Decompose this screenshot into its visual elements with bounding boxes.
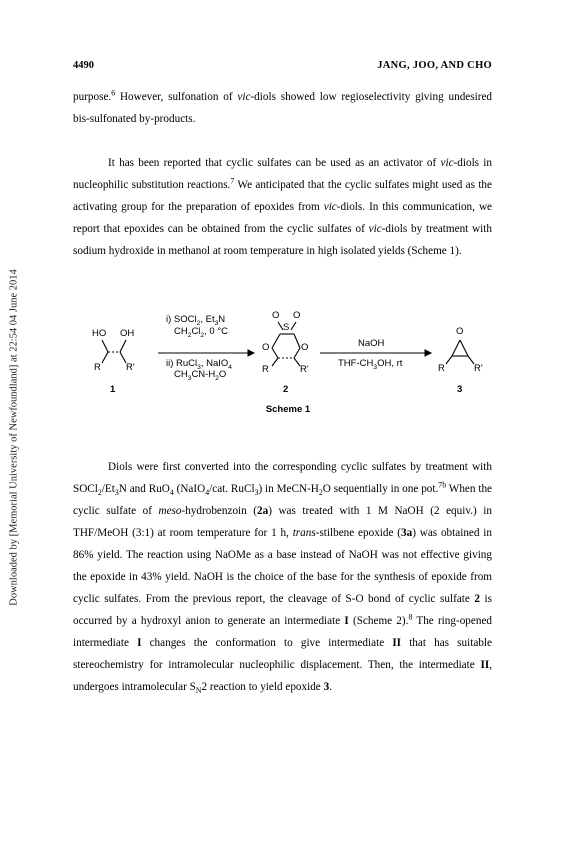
reaction-arrow-2	[320, 350, 431, 356]
atom-label-r-2: R	[262, 364, 269, 375]
download-watermark: Downloaded by [Memorial University of Newfoundland] at 22:54 04 June 2014	[8, 269, 20, 606]
reagents-step-1d: $CH_3CN-H_2O$	[174, 369, 227, 382]
atom-label-ho: HO	[92, 328, 107, 339]
diol-structure	[102, 340, 126, 363]
atom-label-o-left: O	[272, 310, 280, 321]
epoxide-structure	[446, 340, 474, 364]
compound-number-1: 1	[110, 384, 116, 395]
atom-label-o-epoxide: O	[456, 326, 464, 337]
atom-label-r-prime: R'	[126, 362, 135, 373]
compound-number-3: 3	[457, 384, 463, 395]
atom-label-oh: OH	[120, 328, 135, 339]
reagents-step-1c: ii) RuCl$_3$, NaIO$_4$	[166, 358, 232, 371]
reagents-step-2a: NaOH	[358, 338, 385, 349]
reaction-arrow-1	[158, 350, 254, 356]
reagents-step-1b: $CH_2Cl_2$, 0 °C	[174, 326, 228, 339]
paragraph-2: It has been reported that cyclic sulfates can be used as an activator of vic-diols in nucleophilic substitution reactions.$^7$ We anticipated that the cyclic sulfates might used as the activating group for the preparation of epoxides from vic-diols. In this communication, we report that epoxides can be obtained from the cyclic sulfates of vic-diols by treatment with sodium hydroxide in methanol at room temperature in high isolated yields (Scheme 1).	[73, 157, 493, 257]
atom-label-o-ring-left: O	[262, 342, 270, 353]
scheme-caption: Scheme 1	[265, 404, 311, 415]
atom-label-r-3: R	[438, 363, 445, 374]
reagents-step-2b: THF-$CH_3OH$, rt	[338, 358, 403, 371]
atom-label-s: S	[283, 322, 290, 333]
paragraph-3: Diols were first converted into the corresponding cyclic sulfates by treatment with $SOCl_2/Et_3N$ and RuO$_4$ (NaIO$_4$/cat. RuCl$_3$) in MeCN-$H_2O$ sequentially in one pot.$^{7b}$ When the cyclic sulfate of meso-hydrobenzoin (2a) was treated with 1 M NaOH (2 equiv.) in THF/MeOH (3:1) at room temperature for 1 h, trans-stilbene epoxide (3a) was obtained in 86% yield. The reaction using NaOMe as a base instead of NaOH was not effective giving the epoxide in 43% yield. NaOH is the choice of the base for the synthesis of epoxide from cyclic sulfates. From the previous report, the cleavage of S-O bond of cyclic sulfate 2 is occurred by a hydroxyl anion to generate an intermediate I (Scheme 2).$^8$ The ring-opened intermediate I changes the conformation to give intermediate II that has suitable stereochemistry for intramolecular nucleophilic displacement. Then, the intermediate II, undergoes intramolecular $S_N2$ reaction to yield epoxide 3.	[73, 461, 493, 696]
atom-label-o-ring-right: O	[301, 342, 309, 353]
reagents-step-1a: i) SOCl$_2$, $Et_3N$	[166, 314, 226, 327]
atom-label-r-prime-3: R'	[474, 363, 483, 374]
running-title: JANG, JOO, AND CHO	[377, 60, 492, 71]
scheme-1	[80, 308, 500, 418]
compound-number-2: 2	[283, 384, 289, 395]
atom-label-o-right: O	[293, 310, 301, 321]
paragraph-1: purpose.$^6$ However, sulfonation of vic-diols showed low regioselectivity giving undesired bis-sulfonated by-products.	[73, 88, 493, 125]
atom-label-r: R	[94, 362, 101, 373]
reaction-scheme-graphic	[80, 308, 500, 418]
page-number: 4490	[73, 60, 94, 71]
atom-label-r-prime-2: R'	[300, 364, 309, 375]
